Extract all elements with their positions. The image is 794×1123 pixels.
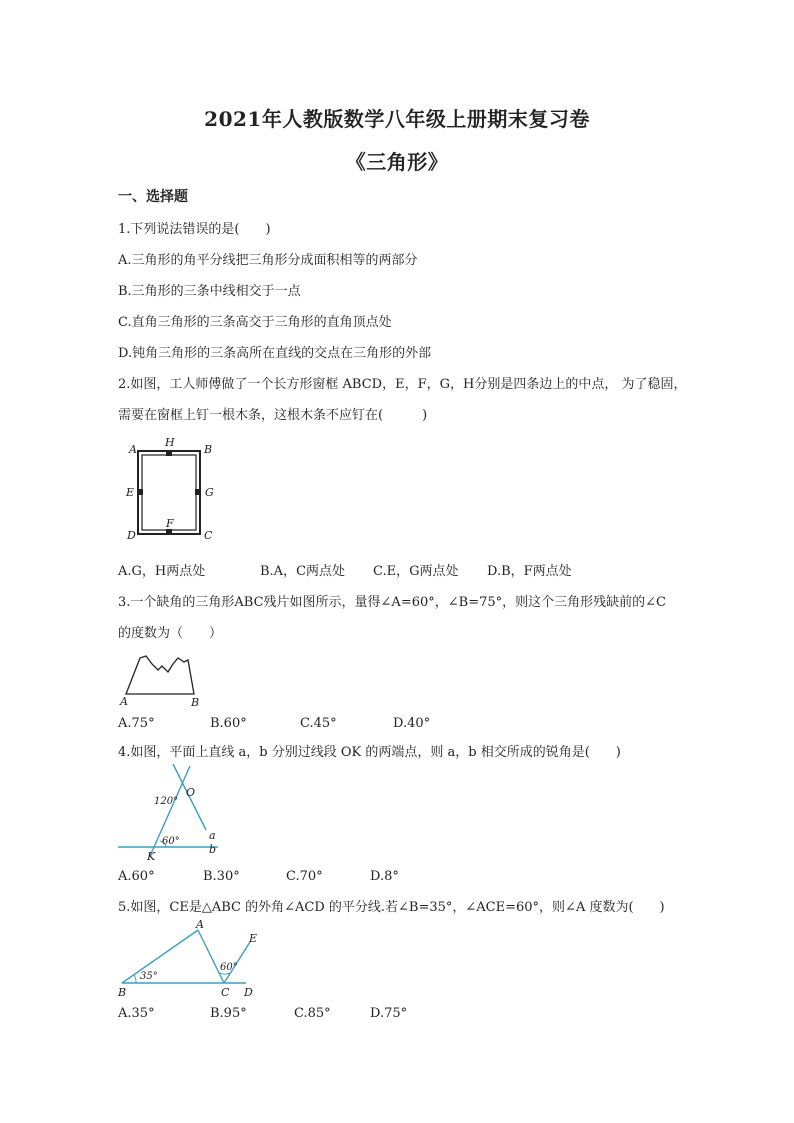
question-3-figure-broken-triangle <box>118 646 208 708</box>
label-60: 60° <box>220 962 238 973</box>
label-h: H <box>165 436 175 449</box>
label-e: E <box>249 932 258 945</box>
label-d: D <box>244 986 253 999</box>
question-3-option-c: C.45° <box>300 716 337 731</box>
question-3-option-d: D.40° <box>393 716 431 731</box>
question-5-figure-triangle <box>116 918 266 1000</box>
question-2-option-b: B.A，C两点处 <box>260 564 346 579</box>
label-35: 35° <box>140 971 158 982</box>
label-k: K <box>147 850 156 862</box>
page-subtitle: 《三角形》 <box>345 150 449 174</box>
question-4-option-d: D.8° <box>370 869 399 884</box>
question-5-stem: 5.如图，CE是△ABC 的外角∠ACD 的平分线.若∠B=35°，∠ACE=60°，则∠A 度数为( ) <box>118 900 665 915</box>
question-4-figure-lines <box>118 764 228 862</box>
label-a: A <box>129 443 137 456</box>
question-1-option-c: C.直角三角形的三条高交于三角形的直角顶点处 <box>118 315 392 330</box>
label-g: G <box>205 486 214 499</box>
question-3-stem-line1: 3.一个缺角的三角形ABC残片如图所示，量得∠A=60°，∠B=75°，则这个三角形残缺前的∠C <box>118 595 666 610</box>
label-b: B <box>191 696 200 708</box>
question-1-stem: 1.下列说法错误的是( ) <box>118 222 271 237</box>
label-o: O <box>186 786 196 799</box>
label-a: a <box>209 829 216 842</box>
question-2-option-a: A.G，H两点处 <box>118 564 206 579</box>
label-b: B <box>204 443 213 456</box>
label-120: 120° <box>154 796 179 807</box>
question-3-option-a: A.75° <box>118 716 155 731</box>
question-4-option-b: B.30° <box>203 869 240 884</box>
label-c: C <box>221 986 230 999</box>
label-c: C <box>204 529 213 542</box>
label-60: 60° <box>162 836 180 847</box>
question-2-option-d: D.B，F两点处 <box>487 564 572 579</box>
question-3-option-b: B.60° <box>210 716 247 731</box>
label-b: B <box>118 986 127 999</box>
question-2-option-c: C.E，G两点处 <box>373 564 459 579</box>
question-5-option-d: D.75° <box>370 1006 408 1021</box>
label-d: D <box>127 529 136 542</box>
label-a: A <box>120 695 128 708</box>
question-4-option-a: A.60° <box>118 869 155 884</box>
page-title: 2021年人教版数学八年级上册期末复习卷 <box>204 107 590 131</box>
question-1-option-d: D.钝角三角形的三条高所在直线的交点在三角形的外部 <box>118 346 432 361</box>
label-f: F <box>166 517 174 530</box>
section-heading: 一、选择题 <box>118 189 188 205</box>
question-5-option-a: A.35° <box>118 1006 155 1021</box>
label-e: E <box>126 486 135 499</box>
question-1-option-b: B.三角形的三条中线相交于一点 <box>118 284 301 299</box>
question-3-stem-line2: 的度数为（ ） <box>118 626 223 641</box>
question-4-stem: 4.如图，平面上直线 a，b 分别过线段 OK 的两端点，则 a，b 相交所成的锐角是( ) <box>118 745 621 760</box>
question-1-option-a: A.三角形的角平分线把三角形分成面积相等的两部分 <box>118 253 418 268</box>
question-5-option-b: B.95° <box>210 1006 247 1021</box>
question-2-stem-line2: 需要在窗框上钉一根木条，这根木条不应钉在( ) <box>118 408 428 423</box>
question-4-option-c: C.70° <box>286 869 323 884</box>
question-2-figure-window-frame <box>118 436 228 546</box>
label-b: b <box>209 843 217 856</box>
label-a: A <box>196 918 204 931</box>
question-5-option-c: C.85° <box>294 1006 331 1021</box>
question-2-stem-line1: 2.如图，工人师傅做了一个长方形窗框 ABCD，E，F，G，H分别是四条边上的中点， 为了稳固， <box>118 377 687 392</box>
